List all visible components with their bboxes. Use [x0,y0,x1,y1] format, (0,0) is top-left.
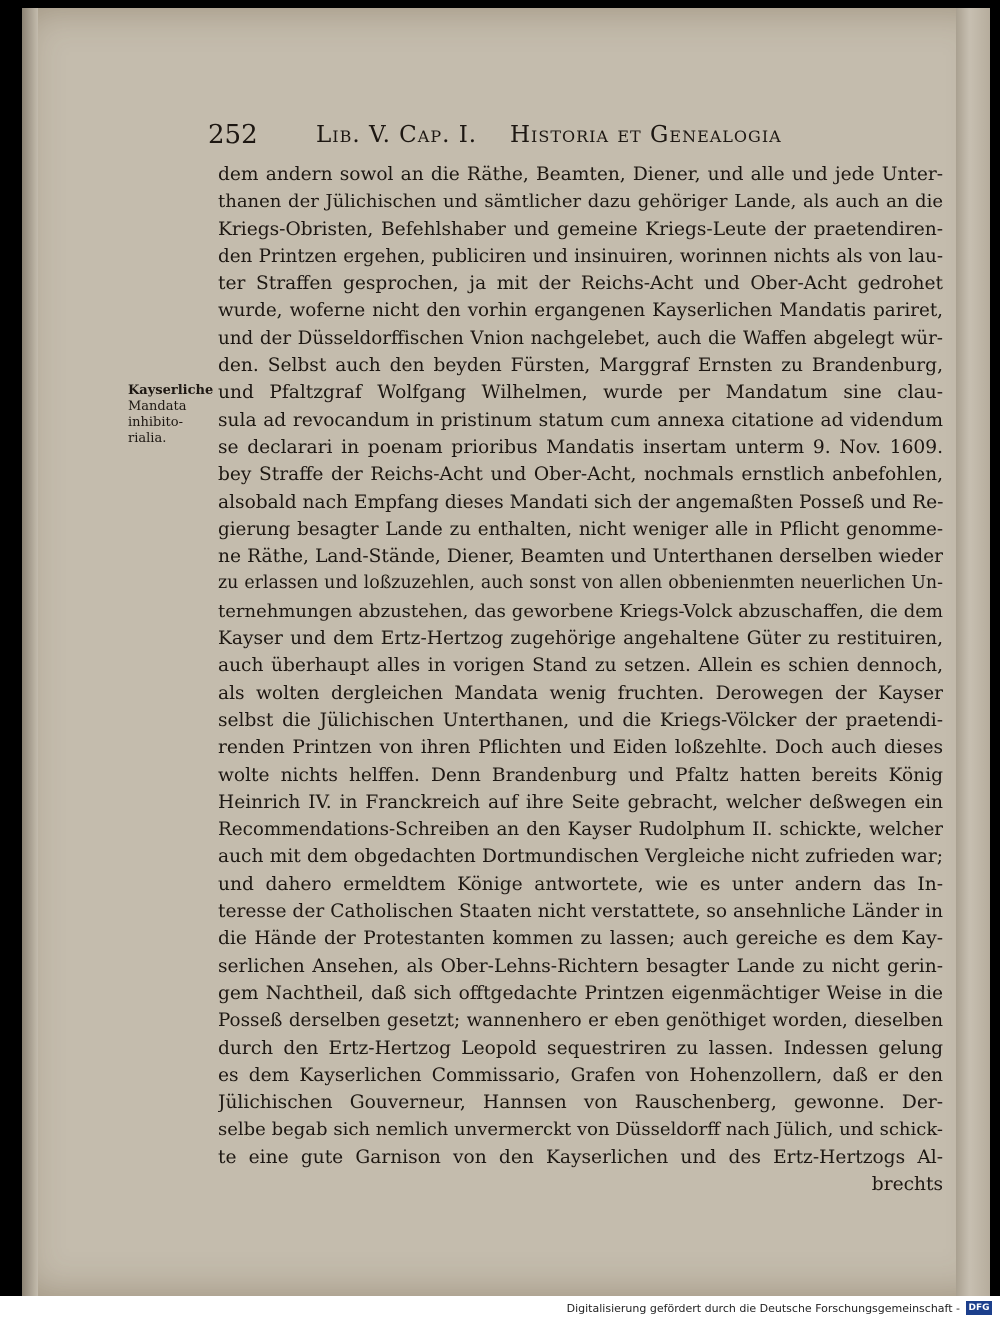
text-line: Kriegs-Obristen, Befehlshaber und gemeine Kriegs-Leute der praetendiren- [218,218,943,240]
text-line: wolte nichts helffen. Denn Brandenburg und Pfaltz hatten bereits König [218,764,943,786]
text-line: renden Printzen von ihren Pflichten und Eiden loßzehlte. Doch auch dieses [218,737,943,759]
funding-credit: Digitalisierung gefördert durch die Deutsche Forschungsgemeinschaft - [566,1302,960,1315]
body-text [218,161,943,1198]
margin-note-line: inhibito- [128,415,183,430]
running-title: Historia et Genealogia [510,122,782,148]
running-head [208,120,828,154]
text-line: dem andern sowol an die Räthe, Beamten, Diener, und alle und jede Unter- [218,164,943,185]
text-line: es dem Kayserlichen Commissario, Grafen von Hohenzollern, daß er den [218,1064,943,1086]
text-line: und Pfaltzgraf Wolfgang Wilhelmen, wurde per Mandatum sine clau- [218,382,943,404]
text-line: Kayser und dem Ertz-Hertzog zugehörige angehaltene Güter zu restituiren, [218,628,943,650]
text-line: den Printzen ergehen, publiciren und insinuiren, worinnen nichts als von lau- [218,245,943,267]
text-line: Jülichischen Gouverneur, Hannsen von Rauschenberg, gewonne. Der- [218,1092,943,1114]
text-line: wurde, woferne nicht den vorhin ergangenen Kayserlichen Mandatis pariret, [218,300,943,322]
text-line: den. Selbst auch den beyden Fürsten, Marggraf Ernsten zu Brandenburg, [218,355,943,377]
text-line: alsobald nach Empfang dieses Mandati sich der angemaßten Posseß und Re- [218,491,943,513]
text-line: teresse der Catholischen Staaten nicht verstattete, so ansehnliche Länder in [218,901,943,923]
text-line: bey Straffe der Reichs-Acht und Ober-Acht, nochmals ernstlich anbefohlen, [218,464,943,486]
text-line: se declarari in poenam prioribus Mandatis insertam unterm 9. Nov. 1609. [218,436,943,458]
margin-note-line: Kayserliche [128,383,214,398]
text-line: selbst die Jülichischen Unterthanen, und die Kriegs-Völcker der praetendi- [218,709,943,731]
footer-bar [0,1296,1000,1323]
book-page [22,8,990,1296]
text-line: auch mit dem obgedachten Dortmundischen Vergleiche nicht zufrieden war; [218,846,943,868]
text-line: und dahero ermeldtem Könige antwortete, wie es unter andern das In- [218,873,943,895]
text-line: ternehmungen abzustehen, das geworbene Kriegs-Volck abzuschaffen, die dem [218,600,943,622]
text-line: die Hände der Protestanten kommen zu lassen; auch gereiche es dem Kay- [218,928,943,950]
text-line: sula ad revocandum in pristinum statum cum annexa citatione ad videndum [218,409,943,431]
text-line: zu erlassen und loßzuzehlen, auch sonst von allen obbenienmten neuerlichen Un- [218,573,943,594]
page-gutter-shadow [22,8,38,1296]
text-line: Posseß derselben gesetzt; wannenhero er eben genöthiget worden, dieselben [218,1010,943,1032]
text-line: thanen der Jülichischen und sämtlicher dazu gehöriger Lande, als auch an die [218,191,943,213]
text-line: gierung besagter Lande zu enthalten, nicht weniger alle in Pflicht genomme- [218,518,943,540]
text-line: auch überhaupt alles in vorigen Stand zu setzen. Allein es schien dennoch, [218,655,943,677]
margin-note-line: rialia. [128,431,167,446]
book-chapter-label: Lib. V. Cap. I. [316,122,478,148]
margin-note [128,383,228,447]
text-line: gem Nachtheil, daß sich offtgedachte Printzen eigenmächtiger Weise in die [218,982,943,1004]
text-line: durch den Ertz-Hertzog Leopold sequestriren zu lassen. Indessen gelung [218,1037,943,1059]
text-line: als wolten dergleichen Mandata wenig fruchten. Derowegen der Kayser [218,682,943,704]
margin-note-line: Mandata [128,399,187,414]
dfg-logo-icon: DFG [966,1301,992,1315]
text-line: selbe begab sich nemlich unvermerckt von Düsseldorff nach Jülich, und schick- [218,1119,943,1141]
page-number: 252 [208,120,258,150]
text-line: Heinrich IV. in Franckreich auf ihre Seite gebracht, welcher deßwegen ein [218,791,943,813]
text-line: Recommendations-Schreiben an den Kayser Rudolphum II. schickte, welcher [218,819,943,841]
text-line: serlichen Ansehen, als Ober-Lehns-Richtern besagter Lande zu nicht gerin- [218,955,943,977]
text-line: ter Straffen gesprochen, ja mit der Reichs-Acht und Ober-Acht gedrohet [218,273,943,295]
page-edge [956,8,990,1296]
catchword: brechts [871,1173,943,1195]
text-line: und der Düsseldorffischen Vnion nachgelebet, auch die Waffen abgelegt wür- [218,327,943,349]
text-line: ne Räthe, Land-Stände, Diener, Beamten und Unterthanen derselben wieder [218,546,943,568]
text-line: te eine gute Garnison von den Kayserlichen und des Ertz-Hertzogs Al- [218,1146,943,1168]
